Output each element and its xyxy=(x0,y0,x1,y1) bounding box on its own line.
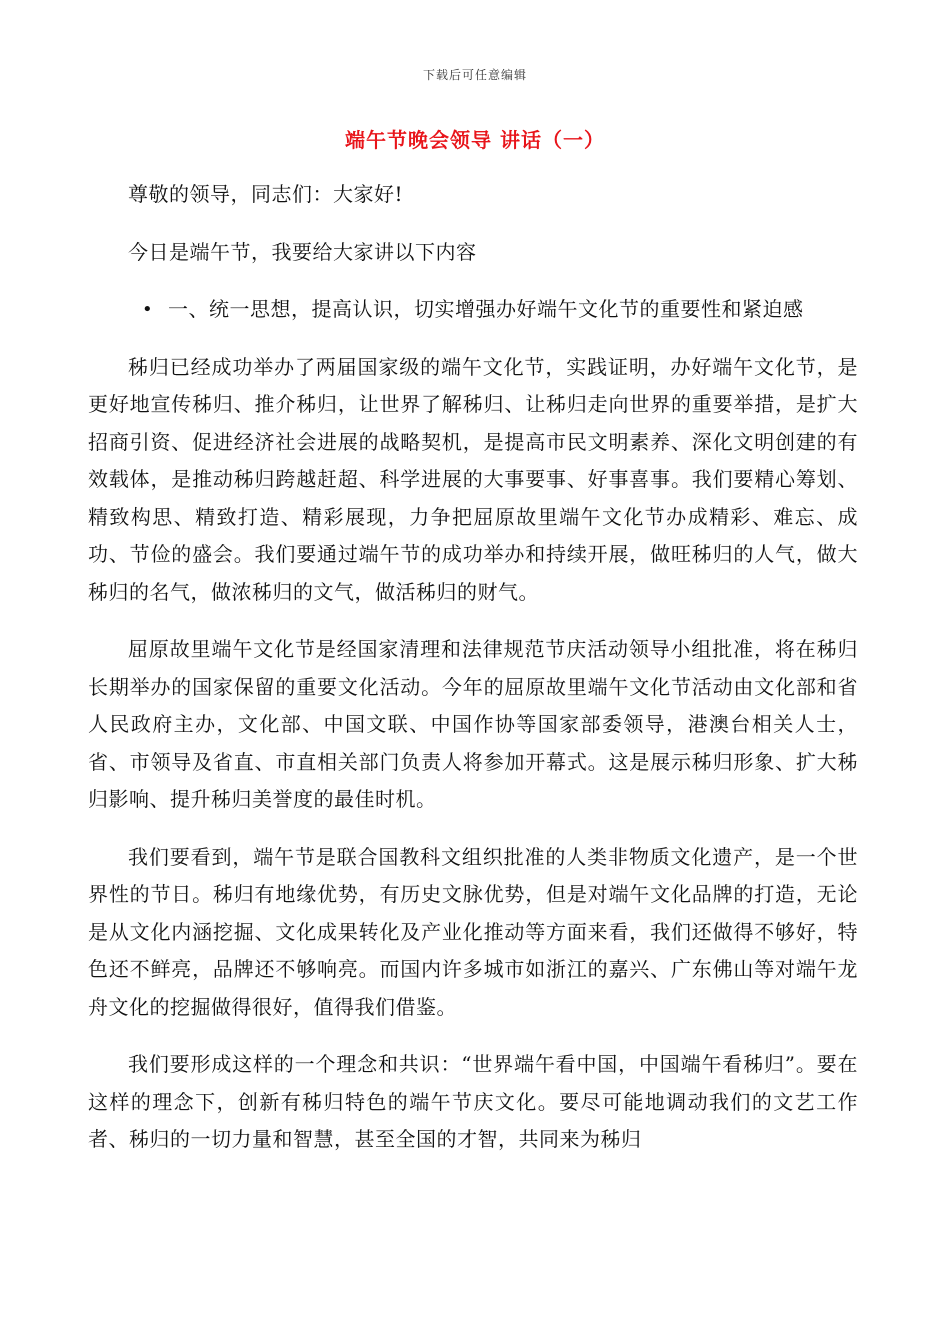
paragraph-1: 秭归已经成功举办了两届国家级的端午文化节，实践证明，办好端午文化节，是更好地宣传秭归、推介秭归，让世界了解秭归、让秭归走向世界的重要举措，是扩大招商引资、促进经济社会进展的战略契机，是提高市民文明素养、深化文明创建的有效载体，是推动秭归跨越赶超、科学进展的大事要事、好事喜事。我们要精心筹划、精致构思、精致打造、精彩展现，力争把屈原故里端午文化节办成精彩、难忘、成功、节俭的盛会。我们要通过端午节的成功举办和持续开展，做旺秭归的人气，做大秭归的名气，做浓秭归的文气，做活秭归的财气。 xyxy=(88,354,858,604)
greeting-line: 尊敬的领导，同志们：大家好! xyxy=(128,182,404,206)
header-note: 下载后可任意编辑 xyxy=(422,68,527,82)
bullet-item xyxy=(88,291,858,329)
bullet-text: 一、统一思想，提高认识，切实增强办好端午文化节的重要性和紧迫感 xyxy=(168,297,804,321)
document-title: 端午节晚会领导 讲话（一） xyxy=(345,128,605,152)
paragraph-4: 我们要形成这样的一个理念和共识：“世界端午看中国，中国端午看秭归”。要在这样的理念下，创新有秭归特色的端午节庆文化。要尽可能地调动我们的文艺工作者、秭归的一切力量和智慧，甚至全国的才智，共同来为秭归 xyxy=(88,1052,858,1151)
intro-line: 今日是端午节，我要给大家讲以下内容 xyxy=(128,239,477,264)
document-body xyxy=(88,176,858,1179)
paragraph-2: 屈原故里端午文化节是经国家清理和法律规范节庆活动领导小组批准，将在秭归长期举办的国家保留的重要文化活动。今年的屈原故里端午文化节活动由文化部和省人民政府主办，文化部、中国文联、中国作协等国家部委领导，港澳台相关人士，省、市领导及省直、市直相关部门负责人将参加开幕式。这是展示秭归形象、扩大秭归影响、提升秭归美誉度的最佳时机。 xyxy=(88,637,858,811)
bullet-icon: • xyxy=(142,299,154,320)
paragraph-3: 我们要看到，端午节是联合国教科文组织批准的人类非物质文化遗产，是一个世界性的节日。秭归有地缘优势，有历史文脉优势，但是对端午文化品牌的打造，无论是从文化内涵挖掘、文化成果转化及产业化推动等方面来看，我们还做得不够好，特色还不鲜亮，品牌还不够响亮。而国内许多城市如浙江的嘉兴、广东佛山等对端午龙舟文化的挖掘做得很好，值得我们借鉴。 xyxy=(88,844,858,1019)
